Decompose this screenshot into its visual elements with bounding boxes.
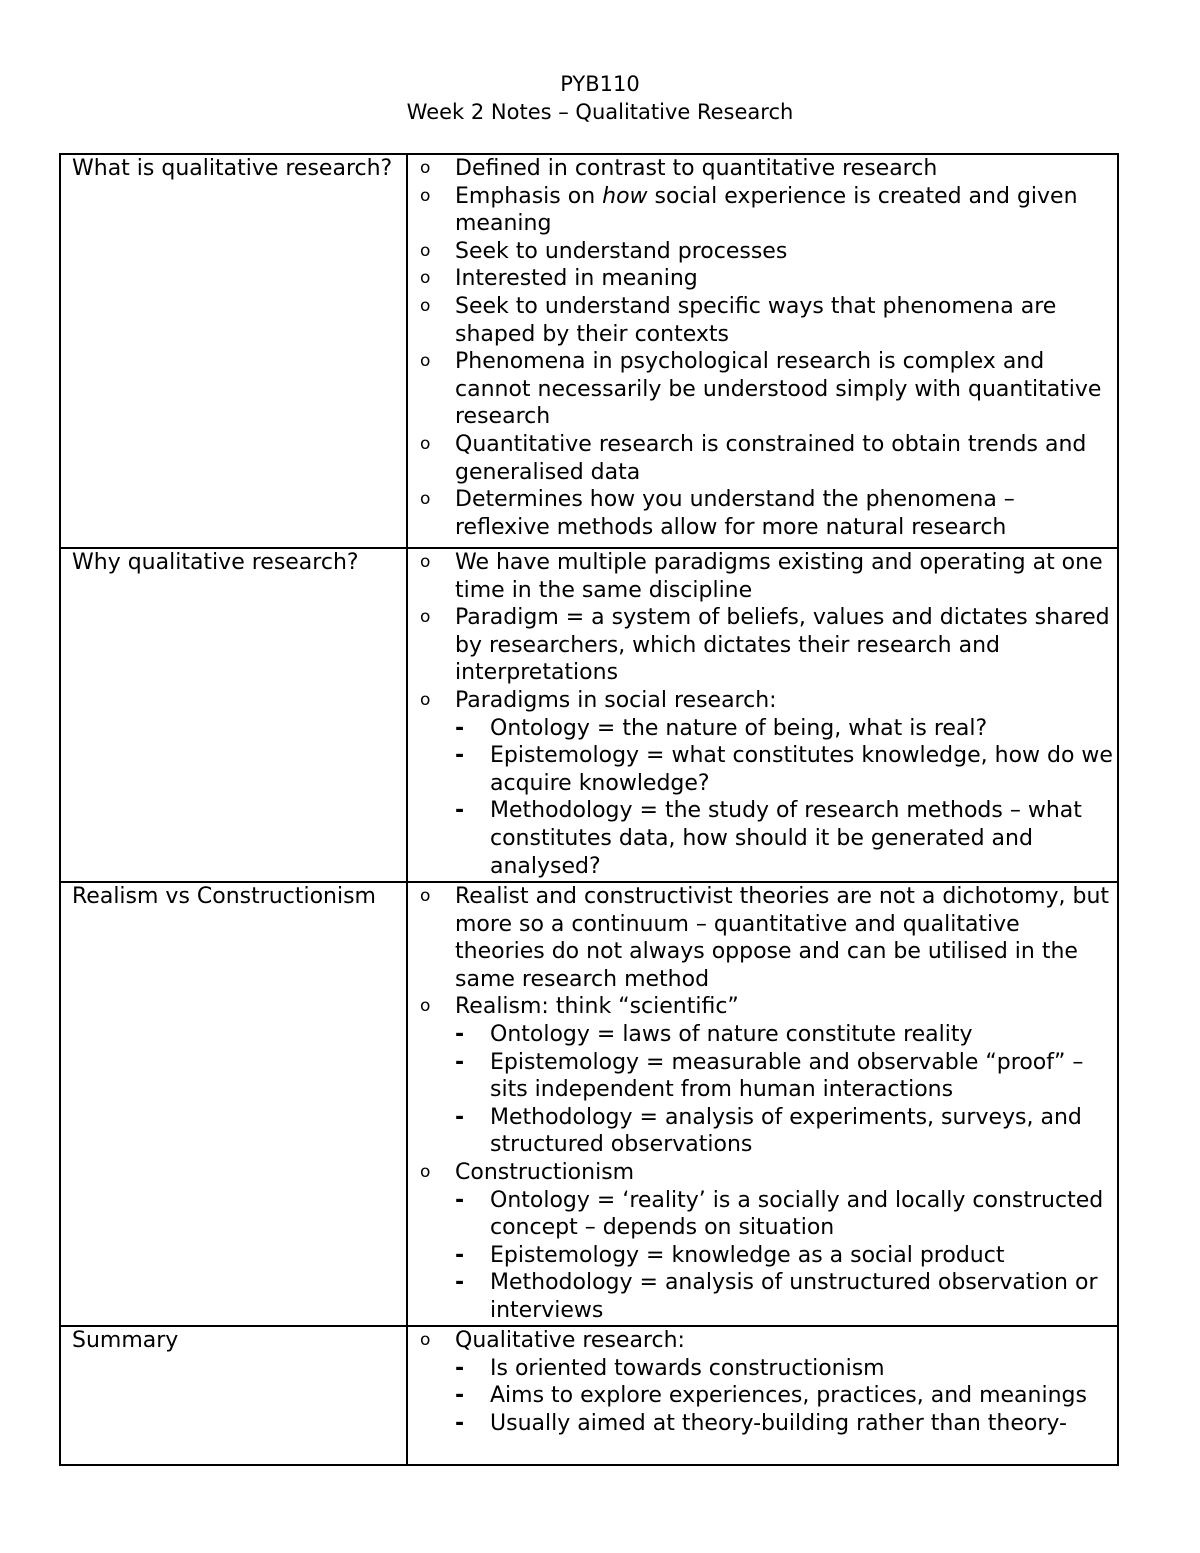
list-item: o Determines how you understand the phenomena – reflexive methods allow for more natural research (419, 486, 1117, 541)
sub-list-item: - Ontology = the nature of being, what is real? (419, 715, 1117, 743)
sub-list-item: - Methodology = the study of research methods – what constitutes data, how should it be generated and analysed? (419, 797, 1117, 880)
notes-cell (407, 154, 1118, 548)
sub-list-item: - Epistemology = measurable and observable “proof” – sits independent from human interactions (419, 1049, 1117, 1104)
topic-cell (60, 548, 407, 882)
bullet-list (419, 1327, 1117, 1437)
list-item: o Realism: think “scientific” (419, 993, 1117, 1021)
notes-cell (407, 882, 1118, 1326)
sub-list-item: - Ontology = laws of nature constitute reality (419, 1021, 1117, 1049)
table-row (60, 154, 1118, 548)
sub-list-item: - Aims to explore experiences, practices, and meanings (419, 1382, 1117, 1410)
topic-cell (60, 1326, 407, 1465)
sub-list-item: - Methodology = analysis of unstructured observation or interviews (419, 1269, 1117, 1324)
bullet-list (419, 549, 1117, 880)
sub-list-item: - Methodology = analysis of experiments, surveys, and structured observations (419, 1104, 1117, 1159)
notes-cell (407, 1326, 1118, 1465)
notes-cell (407, 548, 1118, 882)
topic-label: Why qualitative research? (72, 550, 359, 575)
list-item: o Interested in meaning (419, 265, 1117, 293)
sub-list-item: - Is oriented towards constructionism (419, 1355, 1117, 1383)
table-row (60, 548, 1118, 882)
sub-list-item: - Epistemology = knowledge as a social product (419, 1242, 1117, 1270)
sub-list-item: - Usually aimed at theory-building rather than theory- (419, 1410, 1117, 1438)
list-item: o Seek to understand processes (419, 238, 1117, 266)
list-item: o Qualitative research: (419, 1327, 1117, 1355)
topic-label: Summary (72, 1328, 179, 1353)
list-item: o Quantitative research is constrained to obtain trends and generalised data (419, 431, 1117, 486)
table-row (60, 882, 1118, 1326)
list-item: o Paradigms in social research: (419, 687, 1117, 715)
table-row (60, 1326, 1118, 1465)
sub-list-item: - Epistemology = what constitutes knowledge, how do we acquire knowledge? (419, 742, 1117, 797)
list-item: o Seek to understand specific ways that phenomena are shaped by their contexts (419, 293, 1117, 348)
notes-table (59, 153, 1119, 1466)
list-item: o Constructionism (419, 1159, 1117, 1187)
topic-label: Realism vs Constructionism (72, 884, 376, 909)
sub-list-item: - Ontology = ‘reality’ is a socially and locally constructed concept – depends on situation (419, 1187, 1117, 1242)
bullet-list (419, 155, 1117, 541)
document-header (0, 70, 1200, 126)
list-item: o Phenomena in psychological research is complex and cannot necessarily be understood simply with quantitative research (419, 348, 1117, 431)
bullet-list (419, 883, 1117, 1325)
emphasis-text: how (602, 183, 648, 209)
topic-cell (60, 154, 407, 548)
document-title: Week 2 Notes – Qualitative Research (406, 100, 794, 124)
list-item: o Paradigm = a system of beliefs, values and dictates shared by researchers, which dictates their research and interpretations (419, 604, 1117, 687)
list-item: o Emphasis on how social experience is created and given meaning (419, 183, 1117, 238)
list-item: o Defined in contrast to quantitative research (419, 155, 1117, 183)
list-item: o We have multiple paradigms existing and operating at one time in the same discipline (419, 549, 1117, 604)
topic-label: What is qualitative research? (72, 156, 393, 181)
course-code: PYB110 (560, 72, 640, 96)
list-item: o Realist and constructivist theories are not a dichotomy, but more so a continuum – quantitative and qualitative theories do not always oppose and can be utilised in the same research method (419, 883, 1117, 993)
topic-cell (60, 882, 407, 1326)
